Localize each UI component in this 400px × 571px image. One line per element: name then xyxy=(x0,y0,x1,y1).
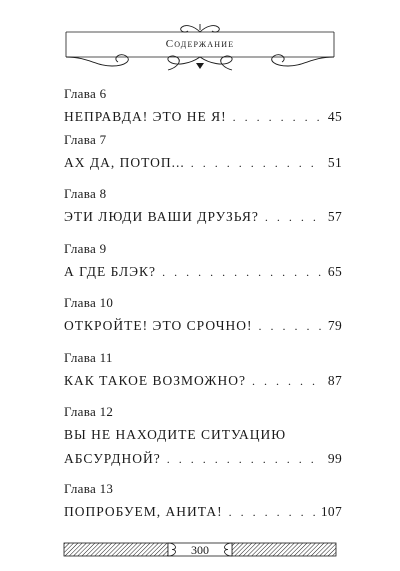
chapter-title: КАК ТАКОЕ ВОЗМОЖНО? xyxy=(64,373,247,388)
page-number: 51 xyxy=(327,155,342,170)
chapter-label: Глава 13 xyxy=(64,481,114,496)
page-number: 107 xyxy=(320,504,342,519)
page-number: 79 xyxy=(327,318,342,333)
dot-leader xyxy=(191,153,322,173)
toc-entry[interactable] xyxy=(64,481,342,522)
dot-leader xyxy=(162,262,322,282)
chapter-title: АБСУРДНОЙ? xyxy=(64,451,161,466)
chapter-label: Глава 11 xyxy=(64,350,113,365)
page-number: 87 xyxy=(327,373,342,388)
toc-entry[interactable] xyxy=(64,186,342,227)
chapter-label: Глава 9 xyxy=(64,241,107,256)
chapter-title: А ГДЕ БЛЭК? xyxy=(64,264,157,279)
toc-entry[interactable] xyxy=(64,404,342,469)
chapter-label: Глава 6 xyxy=(64,86,107,101)
dot-leader xyxy=(233,107,322,127)
dot-leader xyxy=(259,316,322,336)
chapter-title: НЕПРАВДА! ЭТО НЕ Я! xyxy=(64,109,227,124)
toc-entry[interactable] xyxy=(64,350,342,391)
toc-entry[interactable] xyxy=(64,295,342,336)
page-number: 57 xyxy=(327,209,342,224)
dot-leader xyxy=(167,449,322,469)
chapter-label: Глава 12 xyxy=(64,404,114,419)
chapter-label: Глава 8 xyxy=(64,186,107,201)
chapter-title: ОТКРОЙТЕ! ЭТО СРОЧНО! xyxy=(64,318,253,333)
toc-entry[interactable] xyxy=(64,132,342,173)
dot-leader xyxy=(252,371,322,391)
chapter-title: АХ ДА, ПОТОП... xyxy=(64,155,185,170)
chapter-label: Глава 7 xyxy=(64,132,107,147)
dot-leader xyxy=(265,207,322,227)
page-number: 65 xyxy=(327,264,342,279)
page-number: 99 xyxy=(327,451,342,466)
page-number-footer: 300 xyxy=(191,543,209,557)
dot-leader xyxy=(229,502,315,522)
chapter-title-line: ВЫ НЕ НАХОДИТЕ СИТУАЦИЮ xyxy=(64,427,287,442)
header-title: Содержание xyxy=(165,38,235,50)
toc-entry[interactable] xyxy=(64,86,342,127)
chapter-title: ЭТИ ЛЮДИ ВАШИ ДРУЗЬЯ? xyxy=(64,209,259,224)
page-number: 45 xyxy=(327,109,342,124)
running-header xyxy=(0,0,400,96)
toc-entry[interactable] xyxy=(64,241,342,282)
page-footer xyxy=(0,540,400,560)
chapter-title: ПОПРОБУЕМ, АНИТА! xyxy=(64,504,223,519)
chapter-label: Глава 10 xyxy=(64,295,114,310)
